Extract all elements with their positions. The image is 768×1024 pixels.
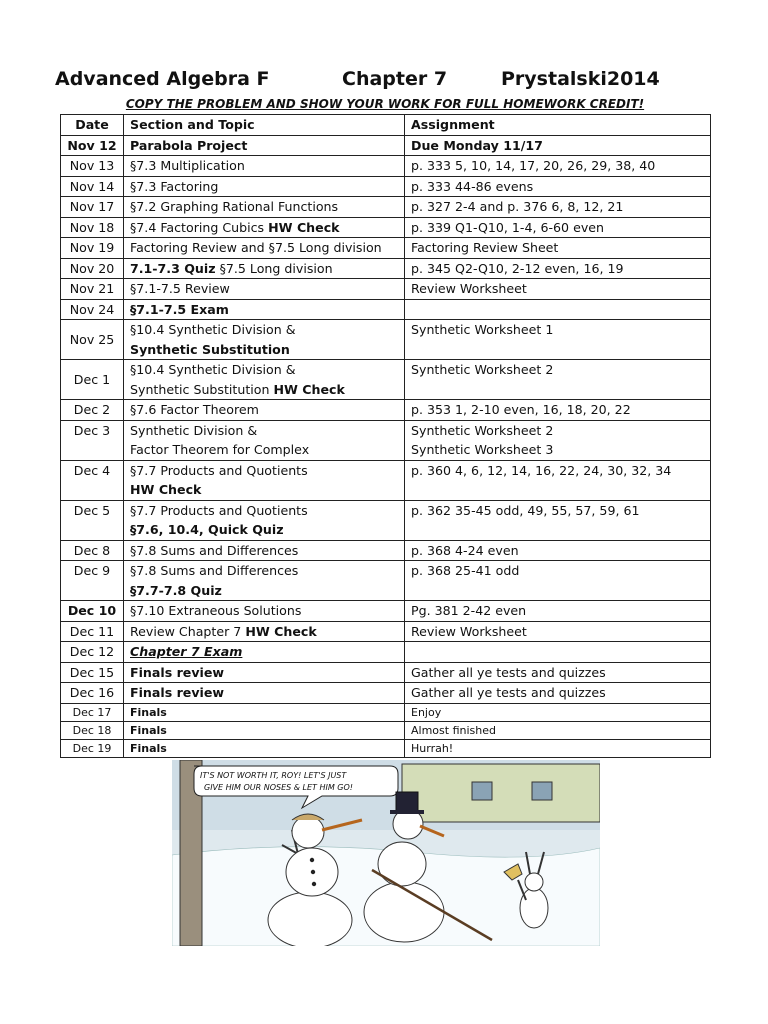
row-date: Dec 12	[61, 642, 124, 663]
table-row	[61, 176, 711, 197]
assignment-text: Synthetic Worksheet 3	[411, 442, 554, 457]
topic-text: §7.4 Factoring Cubics	[130, 219, 269, 235]
row-assignment: Factoring Review Sheet	[405, 238, 711, 259]
table-row	[61, 662, 711, 683]
row-assignment	[405, 299, 711, 320]
row-date: Dec 15	[61, 662, 124, 683]
row-date: Nov 18	[61, 217, 124, 238]
row-date: Nov 20	[61, 258, 124, 279]
snowman-cartoon	[172, 760, 600, 946]
row-assignment: p. 339 Q1-Q10, 1-4, 6-60 even	[405, 217, 711, 238]
table-row	[61, 360, 711, 400]
column-header-topic: Section and Topic	[124, 115, 405, 136]
row-date: Dec 16	[61, 683, 124, 704]
row-date: Nov 19	[61, 238, 124, 259]
row-assignment	[405, 642, 711, 663]
row-topic: §7.8 Sums and Differences	[124, 540, 405, 561]
row-assignment: p. 368 4-24 even	[405, 540, 711, 561]
table-row	[61, 500, 711, 540]
column-header-date: Date	[61, 115, 124, 136]
row-topic	[124, 360, 405, 400]
table-row	[61, 601, 711, 622]
row-topic: Finals	[124, 739, 405, 757]
row-topic: Finals	[124, 721, 405, 739]
table-row	[61, 217, 711, 238]
topic-text: Synthetic Substitution	[130, 381, 274, 397]
row-topic: §7.3 Multiplication	[124, 156, 405, 177]
row-assignment: p. 362 35-45 odd, 49, 55, 57, 59, 61	[405, 500, 711, 540]
column-header-assignment: Assignment	[405, 115, 711, 136]
topic-text: Factor Theorem for Complex	[130, 442, 310, 457]
row-topic	[124, 420, 405, 460]
row-date: Nov 12	[61, 135, 124, 156]
row-date: Dec 1	[61, 360, 124, 400]
row-date: Dec 8	[61, 540, 124, 561]
row-topic	[124, 561, 405, 601]
table-row	[61, 238, 711, 259]
quiz-label: 7.1-7.3 Quiz	[130, 260, 216, 276]
table-row	[61, 400, 711, 421]
row-date: Dec 9	[61, 561, 124, 601]
schedule-table	[60, 114, 711, 758]
row-topic: Chapter 7 Exam	[124, 642, 405, 663]
row-date: Nov 13	[61, 156, 124, 177]
row-assignment: p. 333 5, 10, 14, 17, 20, 26, 29, 38, 40	[405, 156, 711, 177]
table-row	[61, 460, 711, 500]
row-assignment: Synthetic Worksheet 1	[405, 320, 711, 360]
row-topic	[124, 500, 405, 540]
row-topic: §7.3 Factoring	[124, 176, 405, 197]
row-assignment: Hurrah!	[405, 739, 711, 757]
row-assignment: Gather all ye tests and quizzes	[405, 683, 711, 704]
page-header	[55, 68, 715, 96]
row-topic: Finals review	[124, 662, 405, 683]
hw-check-label: HW Check	[268, 219, 340, 235]
row-date: Dec 2	[61, 400, 124, 421]
row-topic: §7.2 Graphing Rational Functions	[124, 197, 405, 218]
topic-text: §10.4 Synthetic Division &	[130, 362, 296, 377]
homework-instruction: COPY THE PROBLEM AND SHOW YOUR WORK FOR FULL HOMEWORK CREDIT!	[125, 97, 645, 111]
table-row	[61, 721, 711, 739]
course-title: Advanced Algebra F	[55, 68, 270, 90]
table-row	[61, 683, 711, 704]
table-row	[61, 561, 711, 601]
row-assignment: Gather all ye tests and quizzes	[405, 662, 711, 683]
cartoon-illustration	[172, 760, 600, 946]
hw-check-label: HW Check	[245, 623, 317, 639]
row-assignment: Due Monday 11/17	[405, 135, 711, 156]
row-topic: Finals	[124, 703, 405, 721]
row-date: Dec 5	[61, 500, 124, 540]
row-topic: §7.1-7.5 Review	[124, 279, 405, 300]
topic-text: Synthetic Division &	[130, 422, 258, 438]
table-row	[61, 299, 711, 320]
row-topic	[124, 258, 405, 279]
row-assignment: Review Worksheet	[405, 621, 711, 642]
table-row	[61, 156, 711, 177]
table-row	[61, 320, 711, 360]
row-topic: §7.10 Extraneous Solutions	[124, 601, 405, 622]
row-assignment: Pg. 381 2-42 even	[405, 601, 711, 622]
row-date: Dec 19	[61, 739, 124, 757]
topic-text-bold: Synthetic Substitution	[130, 341, 290, 357]
row-topic	[124, 320, 405, 360]
row-assignment: p. 360 4, 6, 12, 14, 16, 22, 24, 30, 32, 34	[405, 460, 711, 500]
row-assignment: Review Worksheet	[405, 279, 711, 300]
table-row	[61, 621, 711, 642]
table-row	[61, 703, 711, 721]
topic-text: §7.7 Products and Quotients	[130, 502, 308, 518]
row-topic: §7.1-7.5 Exam	[124, 299, 405, 320]
table-row	[61, 420, 711, 460]
hw-check-label: HW Check	[273, 381, 345, 397]
table-header-row	[61, 115, 711, 136]
speech-line-1: IT'S NOT WORTH IT, ROY! LET'S JUST	[200, 771, 347, 780]
row-date: Dec 3	[61, 420, 124, 460]
row-assignment: Enjoy	[405, 703, 711, 721]
quiz-label: §7.6, 10.4, Quick Quiz	[130, 522, 284, 537]
quiz-label: §7.7-7.8 Quiz	[130, 582, 222, 598]
table-row	[61, 279, 711, 300]
row-date: Dec 17	[61, 703, 124, 721]
row-date: Nov 17	[61, 197, 124, 218]
row-date: Nov 24	[61, 299, 124, 320]
row-topic: Finals review	[124, 683, 405, 704]
row-date: Dec 10	[61, 601, 124, 622]
row-topic	[124, 621, 405, 642]
table-row	[61, 135, 711, 156]
table-row	[61, 258, 711, 279]
row-assignment	[405, 420, 711, 460]
topic-text: §10.4 Synthetic Division &	[130, 322, 296, 337]
row-assignment: Synthetic Worksheet 2	[405, 360, 711, 400]
row-date: Dec 11	[61, 621, 124, 642]
table-row	[61, 197, 711, 218]
row-topic: §7.6 Factor Theorem	[124, 400, 405, 421]
row-date: Nov 14	[61, 176, 124, 197]
row-assignment: Almost finished	[405, 721, 711, 739]
row-topic: Parabola Project	[124, 135, 405, 156]
row-topic	[124, 217, 405, 238]
row-assignment: p. 345 Q2-Q10, 2-12 even, 16, 19	[405, 258, 711, 279]
teacher-name: Prystalski2014	[501, 68, 660, 90]
row-topic: Factoring Review and §7.5 Long division	[124, 238, 405, 259]
table-row	[61, 540, 711, 561]
topic-text: §7.8 Sums and Differences	[130, 563, 299, 578]
topic-text: Review Chapter 7	[130, 623, 246, 639]
table-row	[61, 642, 711, 663]
topic-text: §7.5 Long division	[215, 260, 333, 276]
table-row	[61, 739, 711, 757]
row-date: Dec 18	[61, 721, 124, 739]
hw-check-label: HW Check	[130, 482, 202, 497]
row-date: Dec 4	[61, 460, 124, 500]
row-assignment: p. 333 44-86 evens	[405, 176, 711, 197]
row-date: Nov 25	[61, 320, 124, 360]
row-date: Nov 21	[61, 279, 124, 300]
speech-line-2: GIVE HIM OUR NOSES & LET HIM GO!	[204, 783, 353, 792]
row-topic	[124, 460, 405, 500]
chapter-title: Chapter 7	[342, 68, 448, 90]
assignment-text: Synthetic Worksheet 2	[411, 422, 554, 438]
topic-text: §7.7 Products and Quotients	[130, 462, 308, 478]
row-assignment: p. 353 1, 2-10 even, 16, 18, 20, 22	[405, 400, 711, 421]
row-assignment: p. 327 2-4 and p. 376 6, 8, 12, 21	[405, 197, 711, 218]
row-assignment: p. 368 25-41 odd	[405, 561, 711, 601]
